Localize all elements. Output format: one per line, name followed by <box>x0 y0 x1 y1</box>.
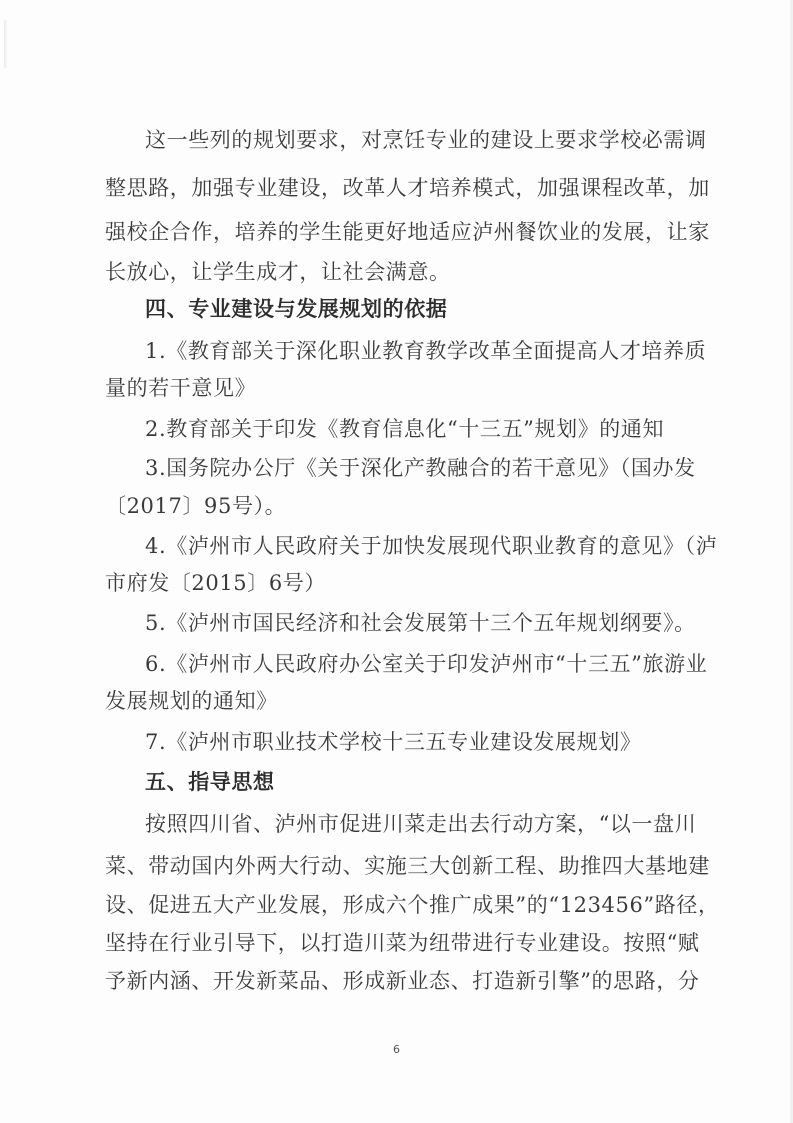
paragraph-line: 予新内涵、开发新菜品、形成新业态、打造新引擎”的思路，分 <box>105 969 700 993</box>
section-heading: 四、专业建设与发展规划的依据 <box>145 297 448 321</box>
paragraph-line: 设、促进五大产业发展，形成六个推广成果”的“123456”路径， <box>105 893 720 917</box>
scan-edge-mark <box>4 20 8 68</box>
reference-item: 4.《泸州市人民政府关于加快发展现代职业教育的意见》（泸 <box>145 534 718 558</box>
paragraph-line: 菜、带动国内外两大行动、实施三大创新工程、助推四大基地建 <box>105 854 710 878</box>
reference-item: 1.《教育部关于深化职业教育教学改革全面提高人才培养质 <box>145 339 707 363</box>
reference-item-continuation: 〔2017〕95号）。 <box>105 494 287 518</box>
reference-item: 5.《泸州市国民经济和社会发展第十三个五年规划纲要》。 <box>145 611 696 635</box>
page-number: 6 <box>393 1043 400 1056</box>
reference-item-continuation: 发展规划的通知》 <box>105 689 278 713</box>
reference-item: 3.国务院办公厅《关于深化产教融合的若干意见》（国办发 <box>145 456 696 480</box>
reference-item-continuation: 量的若干意见》 <box>105 376 257 400</box>
reference-item: 7.《泸州市职业技术学校十三五专业建设发展规划》 <box>145 730 642 754</box>
paragraph-line: 整思路，加强专业建设，改革人才培养模式，加强课程改革，加 <box>105 176 710 200</box>
paragraph-line: 坚持在行业引导下，以打造川菜为纽带进行专业建设。按照“赋 <box>105 931 700 955</box>
reference-item-continuation: 市府发〔2015〕6号） <box>105 571 327 595</box>
paragraph-line: 强校企合作，培养的学生能更好地适应泸州餐饮业的发展，让家 <box>105 220 710 244</box>
section-heading: 五、指导思想 <box>145 770 275 794</box>
paragraph-line: 长放心，让学生成才，让社会满意。 <box>105 260 451 284</box>
reference-item: 6.《泸州市人民政府办公室关于印发泸州市“十三五”旅游业 <box>145 652 708 676</box>
reference-item: 2.教育部关于印发《教育信息化“十三五”规划》的通知 <box>145 417 665 441</box>
paragraph-line: 按照四川省、泸州市促进川菜走出去行动方案，“以一盘川 <box>145 812 697 836</box>
paragraph-line: 这一些列的规划要求，对烹饪专业的建设上要求学校必需调 <box>145 128 707 152</box>
